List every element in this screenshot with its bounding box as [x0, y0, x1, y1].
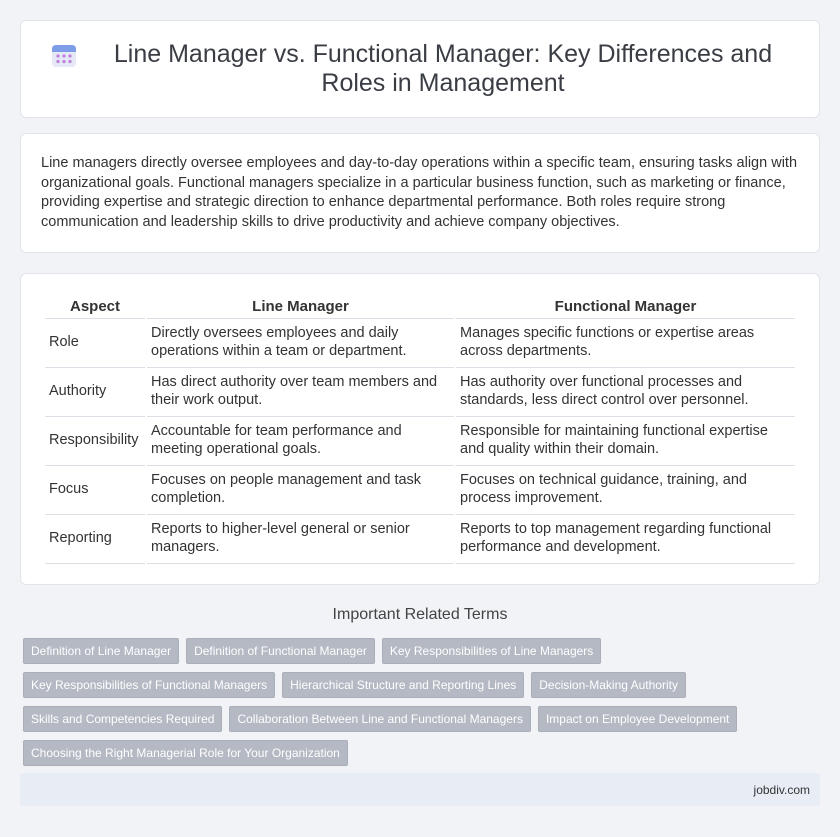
related-term-tag[interactable]: Choosing the Right Managerial Role for Your Organization — [23, 740, 348, 766]
comparison-table — [43, 294, 797, 564]
footer-bar — [20, 773, 820, 806]
row-line-manager: Has direct authority over team members and their work output. — [147, 368, 454, 417]
comparison-table-card — [20, 273, 820, 585]
header-aspect: Aspect — [45, 294, 145, 319]
related-term-tag[interactable]: Key Responsibilities of Functional Managers — [23, 672, 275, 698]
calendar-grid-icon — [51, 42, 77, 68]
row-line-manager: Reports to higher-level general or senior managers. — [147, 515, 454, 564]
row-aspect: Role — [45, 319, 145, 368]
table-row — [45, 466, 795, 515]
row-functional-manager: Manages specific functions or expertise areas across departments. — [456, 319, 795, 368]
header-line-manager: Line Manager — [147, 294, 454, 319]
row-functional-manager: Responsible for maintaining functional expertise and quality within their domain. — [456, 417, 795, 466]
related-term-tag[interactable]: Definition of Functional Manager — [186, 638, 375, 664]
related-term-tag[interactable]: Key Responsibilities of Line Managers — [382, 638, 601, 664]
table-header-row — [45, 294, 795, 319]
intro-paragraph: Line managers directly oversee employees and day-to-day operations within a specific team, ensuring tasks align with organizational goals. Functional managers specialize in a particular business function, such as marketing or finance, providing expertise and strategic direction to enhance departmental performance. Both roles require strong communication and leadership skills to drive productivity and achieve company objectives. — [41, 155, 798, 230]
row-line-manager: Accountable for team performance and meeting operational goals. — [147, 417, 454, 466]
page-title: Line Manager vs. Functional Manager: Key Differences and Roles in Management — [113, 40, 773, 97]
row-line-manager: Focuses on people management and task completion. — [147, 466, 454, 515]
row-functional-manager: Reports to top management regarding functional performance and development. — [456, 515, 795, 564]
row-aspect: Responsibility — [45, 417, 145, 466]
row-functional-manager: Focuses on technical guidance, training, and process improvement. — [456, 466, 795, 515]
row-aspect: Reporting — [45, 515, 145, 564]
row-aspect: Authority — [45, 368, 145, 417]
row-line-manager: Directly oversees employees and daily operations within a team or department. — [147, 319, 454, 368]
related-term-tag[interactable]: Collaboration Between Line and Functional Managers — [229, 706, 531, 732]
footer-source-link[interactable]: jobdiv.com — [753, 782, 810, 797]
related-term-tag[interactable]: Decision-Making Authority — [531, 672, 686, 698]
related-term-tag[interactable]: Definition of Line Manager — [23, 638, 179, 664]
related-term-tag[interactable]: Impact on Employee Development — [538, 706, 737, 732]
related-term-tag[interactable]: Hierarchical Structure and Reporting Lines — [282, 672, 524, 698]
row-aspect: Focus — [45, 466, 145, 515]
header-functional-manager: Functional Manager — [456, 294, 795, 319]
table-row — [45, 368, 795, 417]
table-row — [45, 417, 795, 466]
table-row — [45, 515, 795, 564]
intro-card — [20, 133, 820, 253]
related-terms-title: Important Related Terms — [332, 606, 508, 623]
related-terms-list — [23, 638, 813, 774]
header-card — [20, 20, 820, 118]
table-row — [45, 319, 795, 368]
related-term-tag[interactable]: Skills and Competencies Required — [23, 706, 222, 732]
row-functional-manager: Has authority over functional processes and standards, less direct control over personnel. — [456, 368, 795, 417]
